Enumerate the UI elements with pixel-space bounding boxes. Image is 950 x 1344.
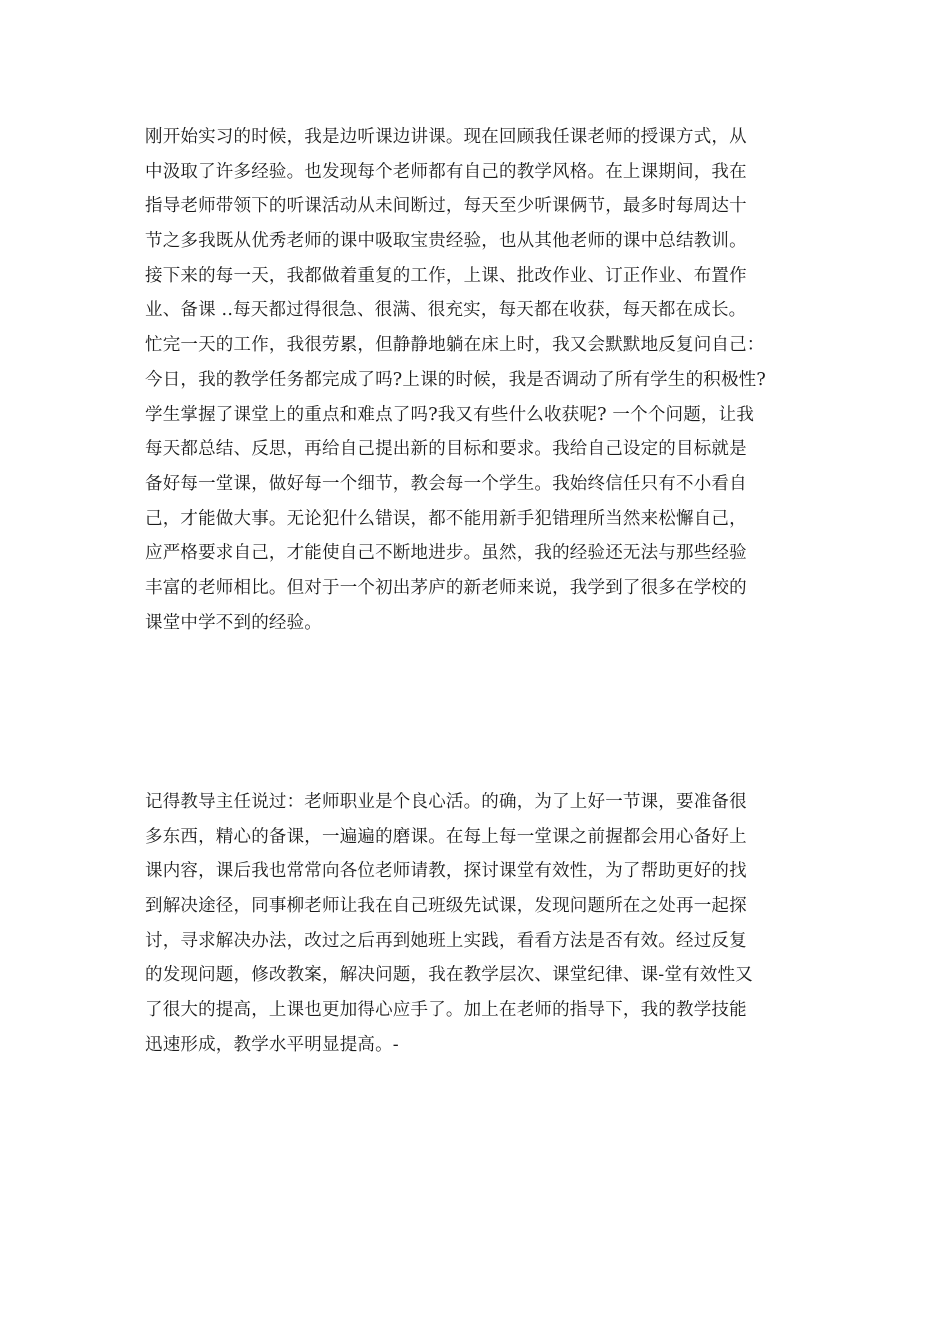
text-line: 己，才能做大事。无论犯什么错误，都不能用新手犯错理所当然来松懈自己， [145, 508, 747, 529]
text-line: 今日，我的教学任务都完成了吗?上课的时候，我是否调动了所有学生的积极性? [145, 369, 766, 390]
text-line: 课堂中学不到的经验。 [145, 612, 322, 633]
text-line: 学生掌握了课堂上的重点和难点了吗?我又有些什么收获呢? 一个个问题，让我 [145, 404, 755, 425]
text-line: 了很大的提高，上课也更加得心应手了。加上在老师的指导下，我的教学技能 [145, 1000, 747, 1021]
text-line: 多东西，精心的备课，一遍遍的磨课。在每上每一堂课之前握都会用心备好上 [145, 826, 747, 847]
paragraph-teaching-improvement [145, 785, 825, 1063]
text-line: 接下来的每一天，我都做着重复的工作，上课、批改作业、订正作业、布置作 [145, 265, 747, 286]
text-line: 指导老师带领下的听课活动从未间断过，每天至少听课俩节，最多时每周达十 [145, 196, 747, 217]
text-line: 丰富的老师相比。但对于一个初出茅庐的新老师来说，我学到了很多在学校的 [145, 577, 747, 598]
text-line: 课内容，课后我也常常向各位老师请教，探讨课堂有效性，为了帮助更好的找 [145, 861, 747, 882]
text-line: 忙完一天的工作，我很劳累，但静静地躺在床上时，我又会默默地反复问自己： [145, 335, 765, 356]
text-line: 中汲取了许多经验。也发现每个老师都有自己的教学风格。在上课期间，我在 [145, 161, 747, 182]
paragraph-internship-experience [145, 120, 825, 640]
text-line: 业、备课 ..每天都过得很急、很满、很充实，每天都在收获，每天都在成长。 [145, 300, 747, 321]
text-line: 节之多我既从优秀老师的课中吸取宝贵经验，也从其他老师的课中总结教训。 [145, 231, 747, 252]
text-line: 刚开始实习的时候，我是边听课边讲课。现在回顾我任课老师的授课方式，从 [145, 127, 747, 147]
text-line: 应严格要求自己，才能使自己不断地进步。虽然，我的经验还无法与那些经验 [145, 543, 747, 564]
text-line: 的发现问题，修改教案，解决问题，我在教学层次、课堂纪律、课-堂有效性又 [145, 965, 753, 986]
text-line: 每天都总结、反思，再给自己提出新的目标和要求。我给自己设定的目标就是 [145, 439, 747, 460]
text-line: 迅速形成，教学水平明显提高。- [145, 1034, 399, 1055]
text-line: 到解决途径，同事柳老师让我在自己班级先试课，发现问题所在之处再一起探 [145, 896, 747, 917]
text-line: 备好每一堂课，做好每一个细节，教会每一个学生。我始终信任只有不小看自 [145, 473, 747, 494]
text-line: 讨，寻求解决办法，改过之后再到她班上实践，看看方法是否有效。经过反复 [145, 930, 747, 951]
text-line: 记得教导主任说过：老师职业是个良心活。的确，为了上好一节课，要准备很 [145, 792, 747, 812]
